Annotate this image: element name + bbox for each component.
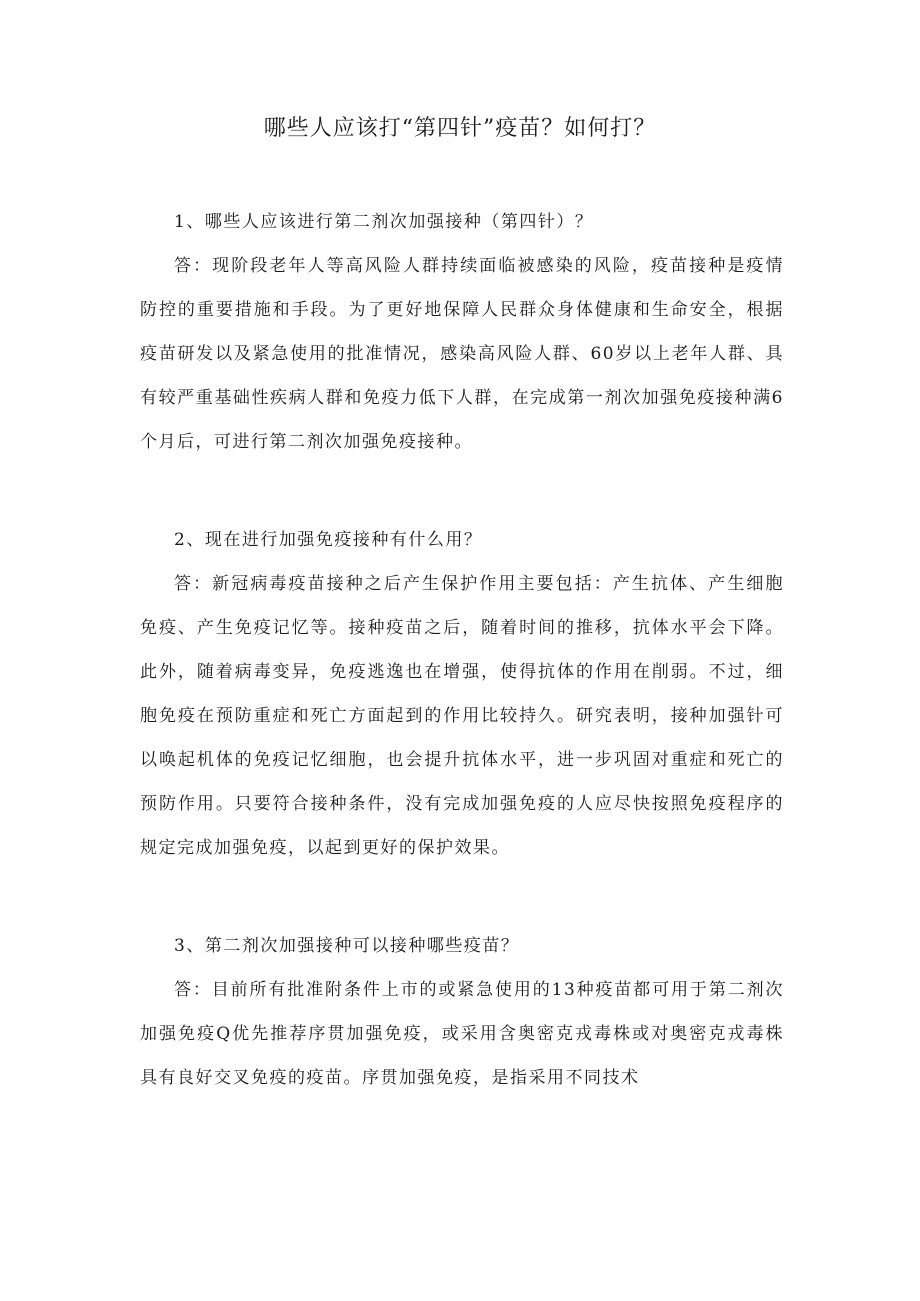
qa-section-3: [140, 924, 784, 1100]
answer-2: 答：新冠病毒疫苗接种之后产生保护作用主要包括：产生抗体、产生细胞免疫、产生免疫记忆等。接种疫苗之后，随着时间的推移，抗体水平会下降。此外，随着病毒变异，免疫逃逸也在增强，使得抗体的作用在削弱。不过，细胞免疫在预防重症和死亡方面起到的作用比较持久。研究表明，接种加强针可以唤起机体的免疫记忆细胞，也会提升抗体水平，进一步巩固对重症和死亡的预防作用。只要符合接种条件，没有完成加强免疫的人应尽快按照免疫程序的规定完成加强免疫，以起到更好的保护效果。: [140, 574, 784, 858]
document-title: 哪些人应该打“第四针”疫苗？如何打？: [263, 116, 657, 141]
qa-section-1: [140, 200, 784, 464]
qa-section-2: [140, 518, 784, 870]
answer-1: 答：现阶段老年人等高风险人群持续面临被感染的风险，疫苗接种是疫情防控的重要措施和手段。为了更好地保障人民群众身体健康和生命安全，根据疫苗研发以及紧急使用的批准情况，感染高风险人群、60岁以上老年人群、具有较严重基础性疾病人群和免疫力低下人群，在完成第一剂次加强免疫接种满6个月后，可进行第二剂次加强免疫接种。: [140, 256, 784, 452]
question-3: 3、第二剂次加强接种可以接种哪些疫苗？: [174, 936, 520, 956]
document-body: [140, 200, 784, 1100]
question-1: 1、哪些人应该进行第二剂次加强接种（第四针）？: [174, 212, 594, 232]
question-2: 2、现在进行加强免疫接种有什么用？: [174, 530, 483, 550]
answer-3: 答：目前所有批准附条件上市的或紧急使用的13种疫苗都可用于第二剂次加强免疫Q优先推荐序贯加强免疫，或采用含奥密克戎毒株或对奥密克戎毒株具有良好交叉免疫的疫苗。序贯加强免疫，是指采用不同技术: [140, 980, 784, 1088]
